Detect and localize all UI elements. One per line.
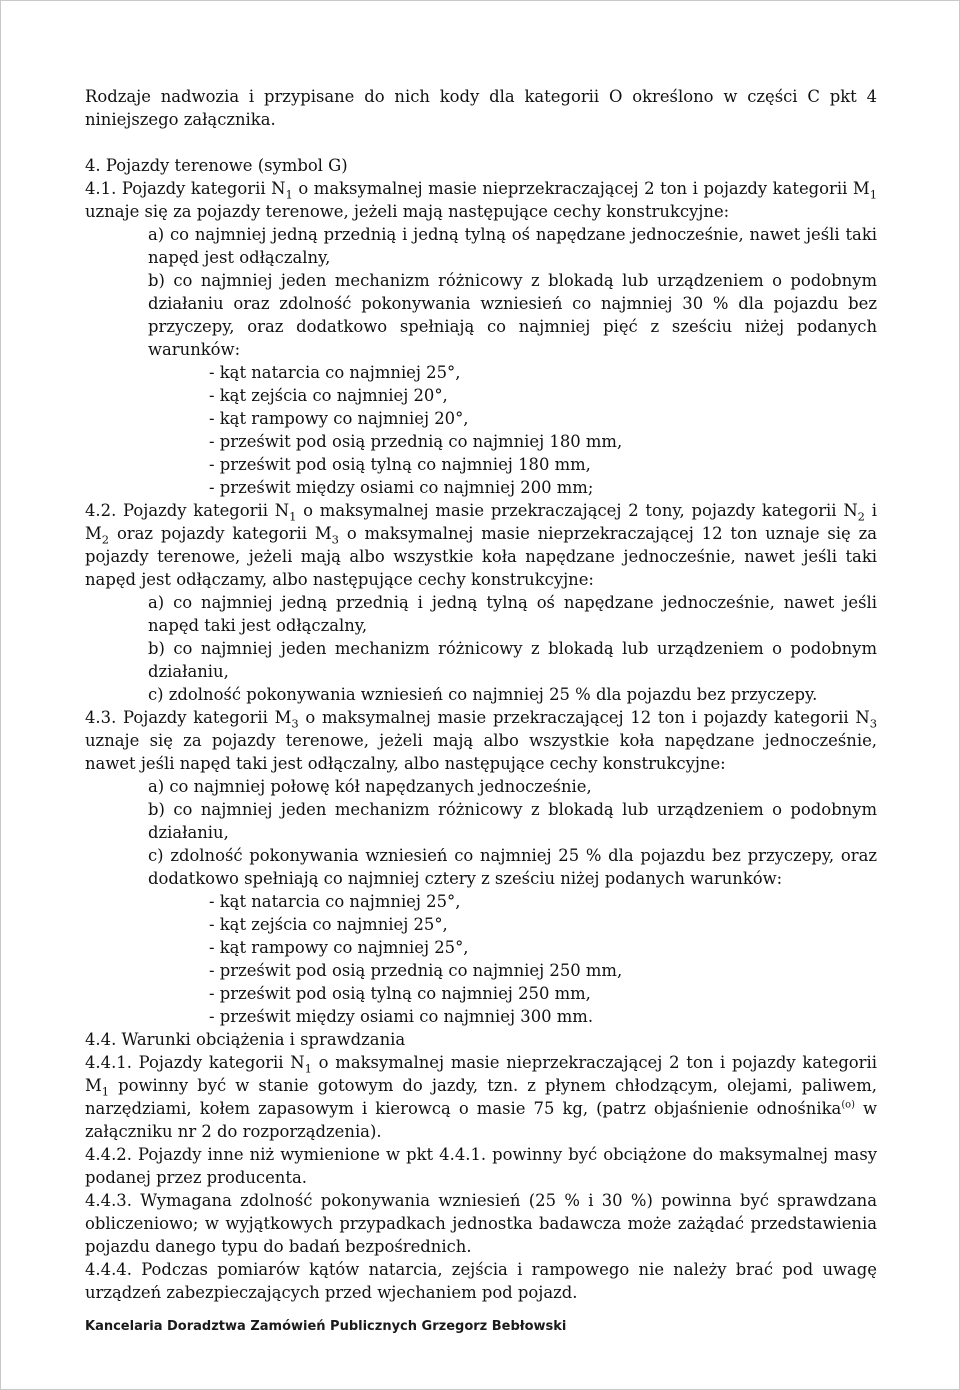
- intro-paragraph: Rodzaje nadwozia i przypisane do nich kody dla kategorii O określono w części C pkt 4 niniejszego załącznika.: [85, 87, 877, 129]
- section-4-3-condition: - prześwit pod osią tylną co najmniej 250 mm,: [209, 984, 591, 1003]
- section-4-1-lead: 4.1. Pojazdy kategorii $N_1$ o maksymalnej masie nieprzekraczającej 2 ton i pojazdy kategorii $M_1$ uznaje się za pojazdy terenowe, jeżeli mają następujące cechy konstrukcyjne:: [85, 179, 877, 221]
- section-4-1-item-b: b) co najmniej jeden mechanizm różnicowy z blokadą lub urządzeniem o podobnym działaniu oraz zdolność pokonywania wzniesień co najmniej 30 % dla pojazdu bez przyczepy, oraz dodatkowo spełniają co najmniej pięć z sześciu niżej podanych warunków:: [148, 271, 877, 359]
- section-4-2-item-a: a) co najmniej jedną przednią i jedną tylną oś napędzane jednocześnie, nawet jeśli napęd taki jest odłączalny,: [148, 593, 877, 635]
- section-4-4-4: 4.4.4. Podczas pomiarów kątów natarcia, zejścia i rampowego nie należy brać pod uwagę urządzeń zabezpieczających przed wjechaniem pod pojazd.: [85, 1260, 877, 1302]
- section-4-2-item-c: c) zdolność pokonywania wzniesień co najmniej 25 % dla pojazdu bez przyczepy.: [148, 685, 818, 704]
- page-footer: Kancelaria Doradztwa Zamówień Publicznych Grzegorz Bebłowski: [85, 1319, 567, 1334]
- section-4-1-condition: - prześwit pod osią tylną co najmniej 180 mm,: [209, 455, 591, 474]
- section-4-3-condition: - prześwit pod osią przednią co najmniej 250 mm,: [209, 961, 623, 980]
- section-4-3-item-b: b) co najmniej jeden mechanizm różnicowy z blokadą lub urządzeniem o podobnym działaniu,: [148, 800, 877, 842]
- section-4-3-condition: - prześwit między osiami co najmniej 300 mm.: [209, 1007, 594, 1026]
- section-4-1-condition: - kąt natarcia co najmniej 25°,: [209, 363, 461, 382]
- section-4-1-item-a: a) co najmniej jedną przednią i jedną tylną oś napędzane jednocześnie, nawet jeśli taki napęd jest odłączalny,: [148, 225, 877, 267]
- document-body: [85, 85, 877, 1304]
- section-4-4-heading: 4.4. Warunki obciążenia i sprawdzania: [85, 1030, 406, 1049]
- section-4-2-item-b: b) co najmniej jeden mechanizm różnicowy z blokadą lub urządzeniem o podobnym działaniu,: [148, 639, 877, 681]
- section-4-3-item-a: a) co najmniej połowę kół napędzanych jednocześnie,: [148, 777, 592, 796]
- section-4-3-condition: - kąt natarcia co najmniej 25°,: [209, 892, 461, 911]
- section-4-3-lead: 4.3. Pojazdy kategorii $M_3$ o maksymalnej masie przekraczającej 12 ton i pojazdy kategorii $N_3$ uznaje się za pojazdy terenowe, jeżeli mają albo wszystkie koła napędzane jednocześnie, nawet jeśli napęd taki jest odłączalny, albo następujące cechy konstrukcyjne:: [85, 708, 877, 773]
- section-4-1-condition: - prześwit pod osią przednią co najmniej 180 mm,: [209, 432, 623, 451]
- section-4-4-3: 4.4.3. Wymagana zdolność pokonywania wzniesień (25 % i 30 %) powinna być sprawdzana obliczeniowo; w wyjątkowych przypadkach jednostka badawcza może zażądać przedstawienia pojazdu danego typu do badań bezpośrednich.: [85, 1191, 877, 1256]
- section-4-2-lead: 4.2. Pojazdy kategorii $N_1$ o maksymalnej masie przekraczającej 2 tony, pojazdy kategorii $N_2$ i $M_2$ oraz pojazdy kategorii $M_3$ o maksymalnej masie nieprzekraczającej 12 ton uznaje się za pojazdy terenowe, jeżeli mają albo wszystkie koła napędzane jednocześnie, nawet jeśli taki napęd jest odłączamy, albo następujące cechy konstrukcyjne:: [85, 501, 877, 589]
- section-4-heading: 4. Pojazdy terenowe (symbol G): [85, 156, 348, 175]
- section-4-1-condition: - kąt rampowy co najmniej 20°,: [209, 409, 469, 428]
- section-4-3-item-c: c) zdolność pokonywania wzniesień co najmniej 25 % dla pojazdu bez przyczepy, oraz dodatkowo spełniają co najmniej cztery z sześciu niżej podanych warunków:: [148, 846, 877, 888]
- section-4-1-condition: - kąt zejścia co najmniej 20°,: [209, 386, 448, 405]
- section-4-1-condition: - prześwit między osiami co najmniej 200 mm;: [209, 478, 594, 497]
- section-4-3-condition: - kąt rampowy co najmniej 25°,: [209, 938, 469, 957]
- section-4-4-2: 4.4.2. Pojazdy inne niż wymienione w pkt 4.4.1. powinny być obciążone do maksymalnej masy podanej przez producenta.: [85, 1145, 877, 1187]
- section-4-3-condition: - kąt zejścia co najmniej 25°,: [209, 915, 448, 934]
- section-4-4-1: 4.4.1. Pojazdy kategorii $N_1$ o maksymalnej masie nieprzekraczającej 2 ton i pojazdy kategorii $M_1$ powinny być w stanie gotowym do jazdy, tzn. z płynem chłodzącym, olejami, paliwem, narzędziami, kołem zapasowym i kierowcą o masie 75 kg, (patrz objaśnienie odnośnika$^{(o)}$ w załączniku nr 2 do rozporządzenia).: [85, 1053, 877, 1141]
